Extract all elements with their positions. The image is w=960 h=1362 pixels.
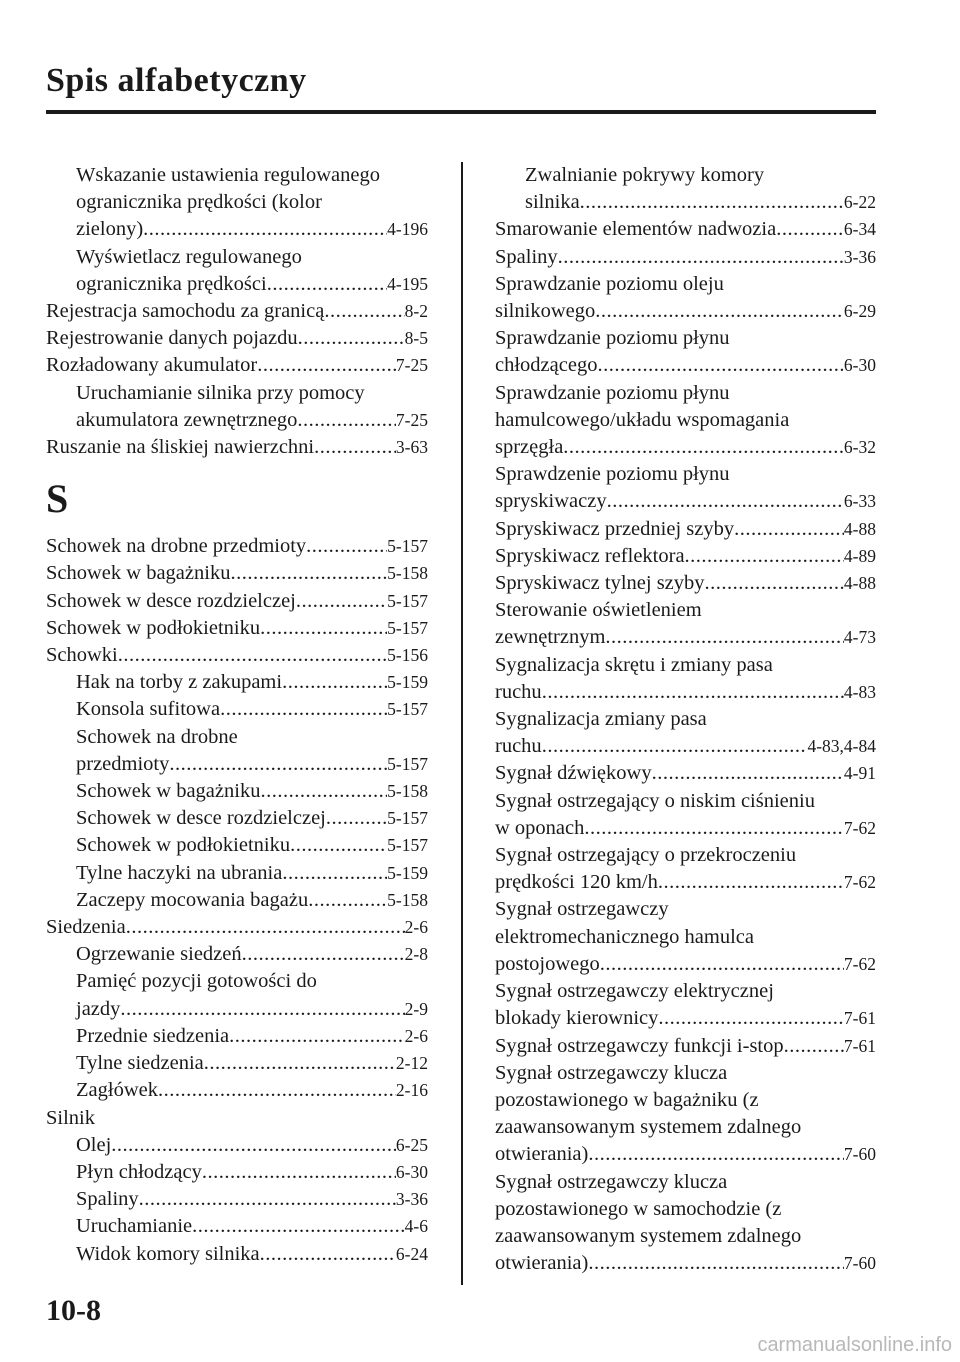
index-entry[interactable]: [495, 216, 876, 243]
page-reference[interactable]: 2-6: [404, 1025, 428, 1046]
dot-leader: [542, 733, 808, 760]
index-entry-text: zaawansowanym systemem zdalnego: [495, 1116, 802, 1139]
index-entry-text: elektromechanicznego hamulca: [495, 925, 754, 948]
dot-leader: [314, 434, 396, 461]
page-reference[interactable]: 4-83,4-84: [807, 736, 876, 757]
index-entry[interactable]: [46, 1132, 428, 1159]
page-reference[interactable]: 6-30: [395, 1161, 428, 1182]
index-entry[interactable]: [46, 352, 428, 379]
dot-leader: [126, 914, 405, 941]
page-reference[interactable]: 7-61: [843, 1008, 876, 1029]
dot-leader: [705, 570, 844, 597]
page-title: Spis alfabetyczny: [46, 62, 307, 99]
index-entry-text: Sprawdzanie poziomu oleju: [495, 272, 724, 295]
dot-leader: [204, 1050, 396, 1077]
header-rule: [46, 110, 876, 114]
index-entry[interactable]: [46, 669, 428, 696]
index-entry-text: Sygnał ostrzegający o przekroczeniu: [495, 844, 797, 867]
page-reference[interactable]: 8-5: [404, 328, 428, 349]
index-entry-text: Pamięć pozycji gotowości do: [76, 970, 317, 993]
index-entry-text: Schowek w desce rozdzielczej: [76, 807, 326, 830]
index-entry[interactable]: [46, 380, 428, 434]
dot-leader: [297, 407, 396, 434]
index-entry-text: Widok komory silnika: [76, 1242, 260, 1265]
index-entry[interactable]: [46, 860, 428, 887]
index-entry[interactable]: [46, 588, 428, 615]
dot-leader: [169, 751, 387, 778]
index-entry-text: Rejestrowanie danych pojazdu: [46, 327, 298, 350]
page-reference[interactable]: 6-24: [395, 1243, 428, 1264]
index-entry[interactable]: [495, 1033, 876, 1060]
index-entry[interactable]: [46, 325, 428, 352]
page-reference[interactable]: 5-156: [387, 645, 428, 666]
index-entry-text: prędkości 120 km/h: [495, 871, 658, 894]
index-entry[interactable]: [46, 1023, 428, 1050]
page-reference[interactable]: 6-25: [395, 1134, 428, 1155]
index-entry[interactable]: [46, 1186, 428, 1213]
index-entry-text: chłodzącego: [495, 354, 598, 377]
dot-leader: [308, 887, 387, 914]
page-reference[interactable]: 7-60: [843, 1253, 876, 1274]
page-reference[interactable]: 5-158: [387, 781, 428, 802]
dot-leader: [298, 325, 405, 352]
index-entry-text: otwierania): [495, 1252, 589, 1275]
index-entry-text: Sygnał ostrzegający o niskim ciśnieniu: [495, 789, 815, 812]
index-entry[interactable]: [495, 652, 876, 706]
dot-leader: [542, 679, 844, 706]
dot-leader: [326, 805, 387, 832]
index-entry[interactable]: [46, 1241, 428, 1268]
page-reference[interactable]: 5-157: [387, 699, 428, 720]
index-entry[interactable]: [495, 1060, 876, 1169]
index-entry-text: Sprawdzanie poziomu płynu: [495, 381, 730, 404]
index-entry[interactable]: [46, 642, 428, 669]
index-entry[interactable]: [46, 244, 428, 298]
index-entry[interactable]: [46, 724, 428, 778]
dot-leader: [296, 588, 387, 615]
index-entry-text: ogranicznika prędkości: [76, 272, 267, 295]
index-entry-text: Tylne siedzenia: [76, 1052, 204, 1075]
index-entry-text: postojowego: [495, 952, 600, 975]
page-reference[interactable]: 5-157: [387, 753, 428, 774]
index-entry-text: Schowek w bagażniku: [46, 562, 231, 585]
index-entry[interactable]: [46, 434, 428, 461]
index-entry-text: zielony): [76, 218, 144, 241]
page-reference[interactable]: 5-157: [387, 808, 428, 829]
dot-leader: [600, 951, 844, 978]
page-reference[interactable]: 6-34: [843, 219, 876, 240]
index-entry[interactable]: [46, 832, 428, 859]
index-entry-text: Silnik: [46, 1106, 95, 1129]
index-column-right: [495, 162, 876, 1277]
index-entry[interactable]: [495, 244, 876, 271]
page-reference[interactable]: 3-36: [843, 246, 876, 267]
page-reference[interactable]: 2-16: [395, 1080, 428, 1101]
page-reference[interactable]: 5-157: [387, 617, 428, 638]
page-reference[interactable]: 7-60: [843, 1144, 876, 1165]
index-entry[interactable]: [495, 706, 876, 760]
page-reference[interactable]: 4-88: [843, 573, 876, 594]
page-reference[interactable]: 2-12: [395, 1053, 428, 1074]
dot-leader: [584, 815, 844, 842]
index-entry[interactable]: [46, 968, 428, 1022]
index-entry-text: Zwalnianie pokrywy komory: [525, 164, 765, 186]
page-reference[interactable]: 4-83: [843, 681, 876, 702]
index-entry[interactable]: [495, 162, 876, 216]
page-reference[interactable]: 4-91: [843, 763, 876, 784]
page-reference[interactable]: 5-158: [387, 889, 428, 910]
index-entry-text: Ogrzewanie siedzeń: [76, 943, 242, 966]
index-entry-text: Wskazanie ustawienia regulowanego: [76, 164, 380, 186]
index-entry-text: Przednie siedzenia: [76, 1024, 230, 1047]
watermark: carmanualsonline.info: [757, 1334, 952, 1356]
index-entry[interactable]: [46, 1213, 428, 1240]
index-entry[interactable]: [46, 298, 428, 325]
page-reference[interactable]: 7-25: [395, 355, 428, 376]
index-entry[interactable]: [46, 914, 428, 941]
index-entry-text: w oponach: [495, 816, 585, 839]
index-entry[interactable]: [46, 805, 428, 832]
index-entry[interactable]: [46, 696, 428, 723]
index-entry-text: Schowek w podłokietniku: [76, 834, 291, 857]
page-reference[interactable]: 4-88: [843, 518, 876, 539]
dot-leader: [229, 1023, 405, 1050]
index-entry-text: Rejestracja samochodu za granicą: [46, 300, 325, 323]
index-entry-text: ogranicznika prędkości (kolor: [76, 191, 322, 214]
index-entry-text: Schowek w desce rozdzielczej: [46, 589, 296, 612]
index-entry-text: Olej: [76, 1133, 112, 1156]
dot-leader: [595, 298, 844, 325]
index-entry-text: Hak na torby z zakupami: [76, 671, 283, 694]
index-entry-text: Sygnalizacja skrętu i zmiany pasa: [495, 653, 773, 676]
page-number: 10-8: [46, 1294, 101, 1327]
page-reference[interactable]: 6-33: [843, 491, 876, 512]
page-reference[interactable]: 2-9: [404, 998, 428, 1019]
index-entry[interactable]: [495, 788, 876, 842]
index-entry[interactable]: [495, 570, 876, 597]
page-reference[interactable]: 3-36: [395, 1189, 428, 1210]
index-entry[interactable]: [495, 271, 876, 325]
index-entry-text: Konsola sufitowa: [76, 698, 221, 721]
index-entry-text: Ruszanie na śliskiej nawierzchni: [46, 436, 315, 459]
page-reference[interactable]: 5-157: [387, 835, 428, 856]
index-entry[interactable]: [495, 543, 876, 570]
dot-leader: [111, 1132, 396, 1159]
index-entry[interactable]: [495, 1169, 876, 1278]
index-entry-text: Tylne haczyki na ubrania: [76, 861, 283, 884]
index-entry[interactable]: [495, 978, 876, 1032]
index-entry-text: pozostawionego w bagażniku (z: [495, 1088, 759, 1111]
dot-leader: [607, 488, 844, 515]
dot-leader: [597, 352, 843, 379]
dot-leader: [158, 1077, 396, 1104]
page-reference[interactable]: 2-8: [404, 944, 428, 965]
section-letter: S: [46, 476, 69, 522]
column-divider: [461, 162, 463, 1285]
page-reference[interactable]: 4-6: [404, 1216, 428, 1237]
index-entry-text: Sygnalizacja zmiany pasa: [495, 708, 707, 731]
dot-leader: [605, 624, 844, 651]
index-entry[interactable]: [495, 842, 876, 896]
page-reference[interactable]: 5-157: [387, 590, 428, 611]
index-entry-text: Schowek na drobne przedmioty: [46, 535, 307, 558]
page-reference[interactable]: 6-32: [843, 437, 876, 458]
index-entry[interactable]: [46, 941, 428, 968]
index-entry[interactable]: [495, 380, 876, 462]
index-entry[interactable]: [46, 615, 428, 642]
dot-leader: [282, 669, 387, 696]
page-reference[interactable]: 6-29: [843, 301, 876, 322]
index-entry[interactable]: [495, 516, 876, 543]
dot-leader: [267, 271, 387, 298]
index-entry-text: ruchu: [495, 680, 542, 703]
index-entry[interactable]: [495, 597, 876, 651]
index-entry-text: Schowek w podłokietniku: [46, 616, 261, 639]
index-entry[interactable]: [46, 1159, 428, 1186]
index-entry-text: Uruchamianie silnika przy pomocy: [76, 381, 365, 404]
index-entry-text: Rozładowany akumulator: [46, 354, 258, 377]
dot-leader: [257, 352, 396, 379]
page-reference[interactable]: 8-2: [404, 301, 428, 322]
index-entry-text: Siedzenia: [46, 916, 126, 939]
dot-leader: [685, 543, 844, 570]
index-entry-text: silnikowego: [495, 300, 596, 323]
index-entry-text: jazdy: [76, 997, 121, 1020]
index-column-left: [46, 162, 428, 1268]
index-entry-text: Spryskiwacz przedniej szyby: [495, 517, 735, 540]
index-entry[interactable]: [495, 461, 876, 515]
page-reference[interactable]: 2-6: [404, 917, 428, 938]
index-entry-text: blokady kierownicy: [495, 1007, 659, 1030]
page-reference[interactable]: 5-159: [387, 862, 428, 883]
index-entry-text: Zagłówek: [76, 1079, 158, 1102]
index-entry-text: przedmioty: [76, 752, 170, 775]
index-entry-text: Sprawdzenie poziomu płynu: [495, 463, 730, 486]
page-reference[interactable]: 7-61: [843, 1035, 876, 1056]
index-entry[interactable]: [46, 560, 428, 587]
index-entry-text: Sygnał ostrzegawczy elektrycznej: [495, 980, 774, 1003]
dot-leader: [242, 941, 405, 968]
page-reference[interactable]: 3-63: [395, 437, 428, 458]
dot-leader: [734, 516, 844, 543]
index-entry-text: Płyn chłodzący: [76, 1160, 202, 1183]
index-entry[interactable]: [46, 1105, 428, 1132]
index-entry-text: Schowek na drobne: [76, 725, 238, 748]
dot-leader: [192, 1213, 405, 1240]
dot-leader: [658, 869, 844, 896]
index-entry-text: Schowki: [46, 644, 118, 667]
dot-leader: [118, 642, 387, 669]
dot-leader: [563, 434, 844, 461]
index-entry[interactable]: [495, 325, 876, 379]
index-entry-text: Sterowanie oświetleniem: [495, 599, 702, 622]
index-entry-text: Wyświetlacz regulowanego: [76, 245, 302, 268]
page-reference[interactable]: 4-89: [843, 545, 876, 566]
dot-leader: [784, 1033, 844, 1060]
index-entry-text: Sygnał ostrzegawczy funkcji i-stop: [495, 1034, 784, 1057]
page-reference[interactable]: 7-62: [843, 872, 876, 893]
index-entry[interactable]: [46, 778, 428, 805]
dot-leader: [324, 298, 404, 325]
dot-leader: [260, 1241, 396, 1268]
page-reference[interactable]: 7-62: [843, 817, 876, 838]
page-reference[interactable]: 4-195: [387, 273, 428, 294]
index-entry-text: Sprawdzanie poziomu płynu: [495, 327, 730, 350]
dot-leader: [558, 244, 844, 271]
dot-leader: [260, 778, 387, 805]
dot-leader: [139, 1186, 396, 1213]
page-reference[interactable]: 5-159: [387, 672, 428, 693]
page-reference[interactable]: 6-30: [843, 355, 876, 376]
dot-leader: [230, 560, 387, 587]
dot-leader: [580, 189, 844, 216]
page-reference[interactable]: 5-157: [387, 536, 428, 557]
index-entry-text: Sygnał ostrzegawczy klucza: [495, 1170, 728, 1193]
index-entry-text: akumulatora zewnętrznego: [76, 408, 298, 431]
dot-leader: [220, 696, 387, 723]
page-reference[interactable]: 4-196: [387, 219, 428, 240]
dot-leader: [120, 996, 404, 1023]
index-entry-text: Uruchamianie: [76, 1215, 193, 1238]
dot-leader: [290, 832, 387, 859]
index-entry[interactable]: [495, 760, 876, 787]
page-reference[interactable]: 4-73: [843, 627, 876, 648]
dot-leader: [260, 615, 387, 642]
index-entry[interactable]: [46, 1077, 428, 1104]
index-entry-text: Spaliny: [495, 245, 558, 268]
index-entry-text: spryskiwaczy: [495, 490, 607, 513]
index-entry[interactable]: [46, 162, 428, 244]
index-entry-text: Zaczepy mocowania bagażu: [76, 888, 309, 911]
index-entry-text: pozostawionego w samochodzie (z: [495, 1197, 782, 1220]
index-entry-text: Smarowanie elementów nadwozia: [495, 218, 777, 241]
index-entry-text: Sygnał ostrzegawczy klucza: [495, 1061, 728, 1084]
dot-leader: [588, 1141, 844, 1168]
index-entry-text: Sygnał dźwiękowy: [495, 762, 652, 785]
index-entry[interactable]: [495, 896, 876, 978]
index-entry-text: zewnętrznym: [495, 626, 606, 649]
dot-leader: [652, 760, 844, 787]
index-entry-text: Sygnał ostrzegawczy: [495, 898, 669, 921]
dot-leader: [282, 860, 387, 887]
dot-leader: [776, 216, 844, 243]
index-entry-text: silnika: [525, 191, 580, 214]
dot-leader: [658, 1005, 844, 1032]
index-entry[interactable]: [46, 533, 428, 560]
index-entry-text: hamulcowego/układu wspomagania: [495, 408, 790, 431]
page-reference[interactable]: 6-22: [843, 192, 876, 213]
page-reference[interactable]: 7-25: [395, 409, 428, 430]
dot-leader: [588, 1250, 844, 1277]
index-entry[interactable]: [46, 887, 428, 914]
page-reference[interactable]: 7-62: [843, 953, 876, 974]
index-entry[interactable]: [46, 1050, 428, 1077]
dot-leader: [306, 533, 387, 560]
dot-leader: [143, 216, 387, 243]
index-entry-text: ruchu: [495, 735, 542, 758]
index-entry-text: zaawansowanym systemem zdalnego: [495, 1224, 802, 1247]
index-entry-text: Spaliny: [76, 1188, 139, 1211]
index-entry-text: Spryskiwacz tylnej szyby: [495, 572, 705, 595]
index-entry-text: Spryskiwacz reflektora: [495, 544, 685, 567]
index-entry-text: Schowek w bagażniku: [76, 780, 261, 803]
index-entry-text: otwierania): [495, 1143, 589, 1166]
index-entry-text: sprzęgła: [495, 436, 564, 459]
dot-leader: [202, 1159, 396, 1186]
page-reference[interactable]: 5-158: [387, 563, 428, 584]
